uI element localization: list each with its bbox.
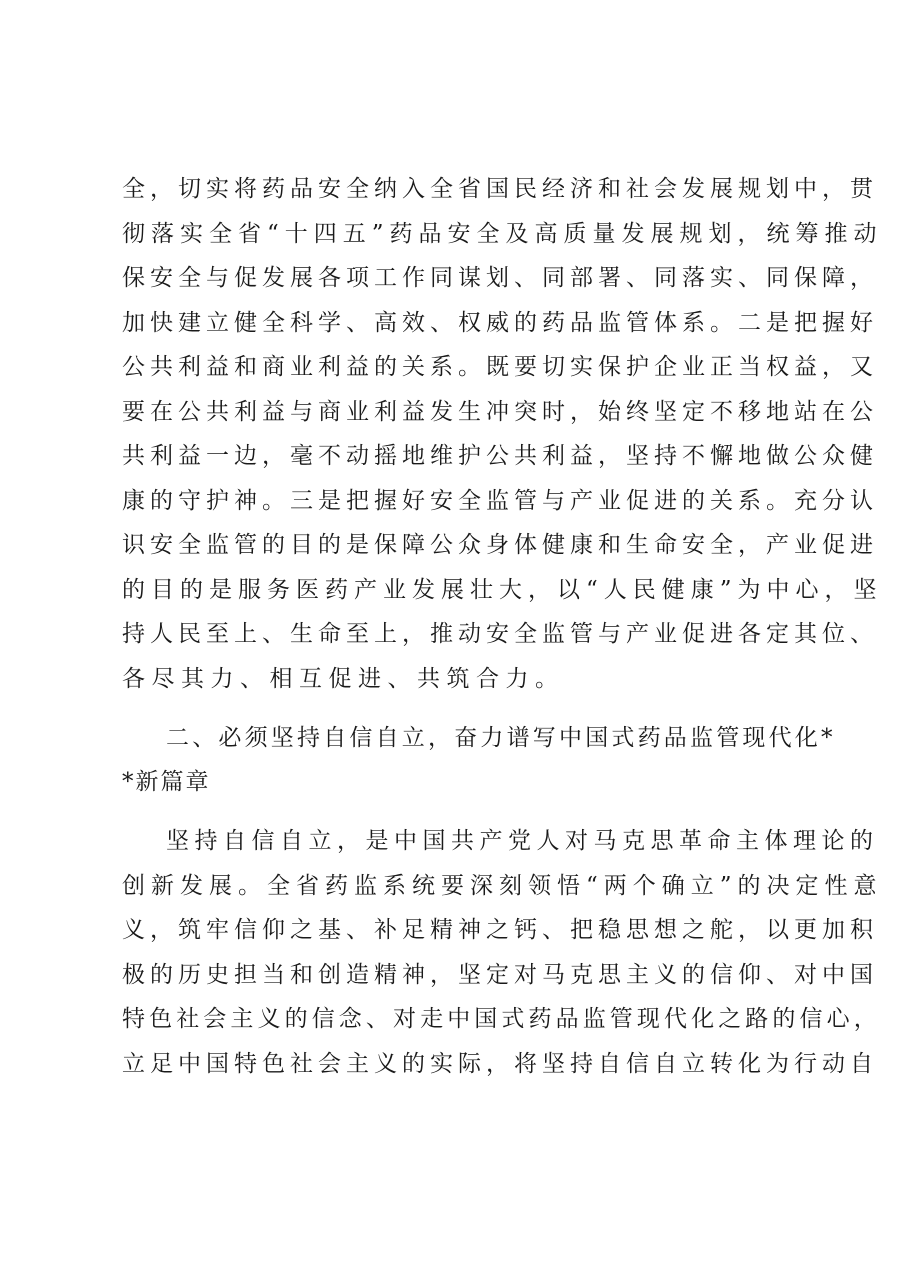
body-text-line: 创新发展。全省药监系统要深刻领悟“两个确立”的决定性意 xyxy=(122,873,883,899)
body-text-line: 加快建立健全科学、高效、权威的药品监管体系。二是把握好 xyxy=(122,310,878,336)
body-text-line: 公共利益和商业利益的关系。既要切实保护企业正当权益，又 xyxy=(122,354,878,380)
body-text-line: 康的守护神。三是把握好安全监管与产业促进的关系。充分认 xyxy=(122,488,878,514)
body-text-line: 特色社会主义的信念、对走中国式药品监管现代化之路的信心， xyxy=(122,1006,881,1032)
body-text-line: 彻落实全省“十四五”药品安全及高质量发展规划，统筹推动 xyxy=(122,221,883,247)
body-text-line: 共利益一边，毫不动摇地维护公共利益，坚持不懈地做公众健 xyxy=(122,443,878,469)
body-text-line: 义，筑牢信仰之基、补足精神之钙、把稳思想之舵，以更加积 xyxy=(122,917,878,943)
body-text-line: 持人民至上、生命至上，推动安全监管与产业促进各定其位、 xyxy=(122,621,878,647)
section-heading-continuation: *新篇章 xyxy=(122,769,211,795)
section-heading: 二、必须坚持自信自立，奋力谱写中国式药品监管现代化* xyxy=(166,725,836,751)
body-text-line: 的目的是服务医药产业发展壮大，以“人民健康”为中心，坚 xyxy=(122,577,883,603)
body-text-line: 坚持自信自立，是中国共产党人对马克思革命主体理论的 xyxy=(166,828,879,854)
body-text-line: 要在公共利益与商业利益发生冲突时，始终坚定不移地站在公 xyxy=(122,399,878,425)
body-text-line: 识安全监管的目的是保障公众身体健康和生命安全，产业促进 xyxy=(122,532,878,558)
body-text-line: 各尽其力、相互促进、共筑合力。 xyxy=(122,666,565,692)
body-text-line: 极的历史担当和创造精神，坚定对马克思主义的信仰、对中国 xyxy=(122,962,878,988)
body-text-line: 保安全与促发展各项工作同谋划、同部署、同落实、同保障， xyxy=(122,265,878,291)
body-text-line: 全，切实将药品安全纳入全省国民经济和社会发展规划中，贯 xyxy=(122,176,878,202)
body-text-line: 立足中国特色社会主义的实际，将坚持自信自立转化为行动自 xyxy=(122,1051,878,1077)
